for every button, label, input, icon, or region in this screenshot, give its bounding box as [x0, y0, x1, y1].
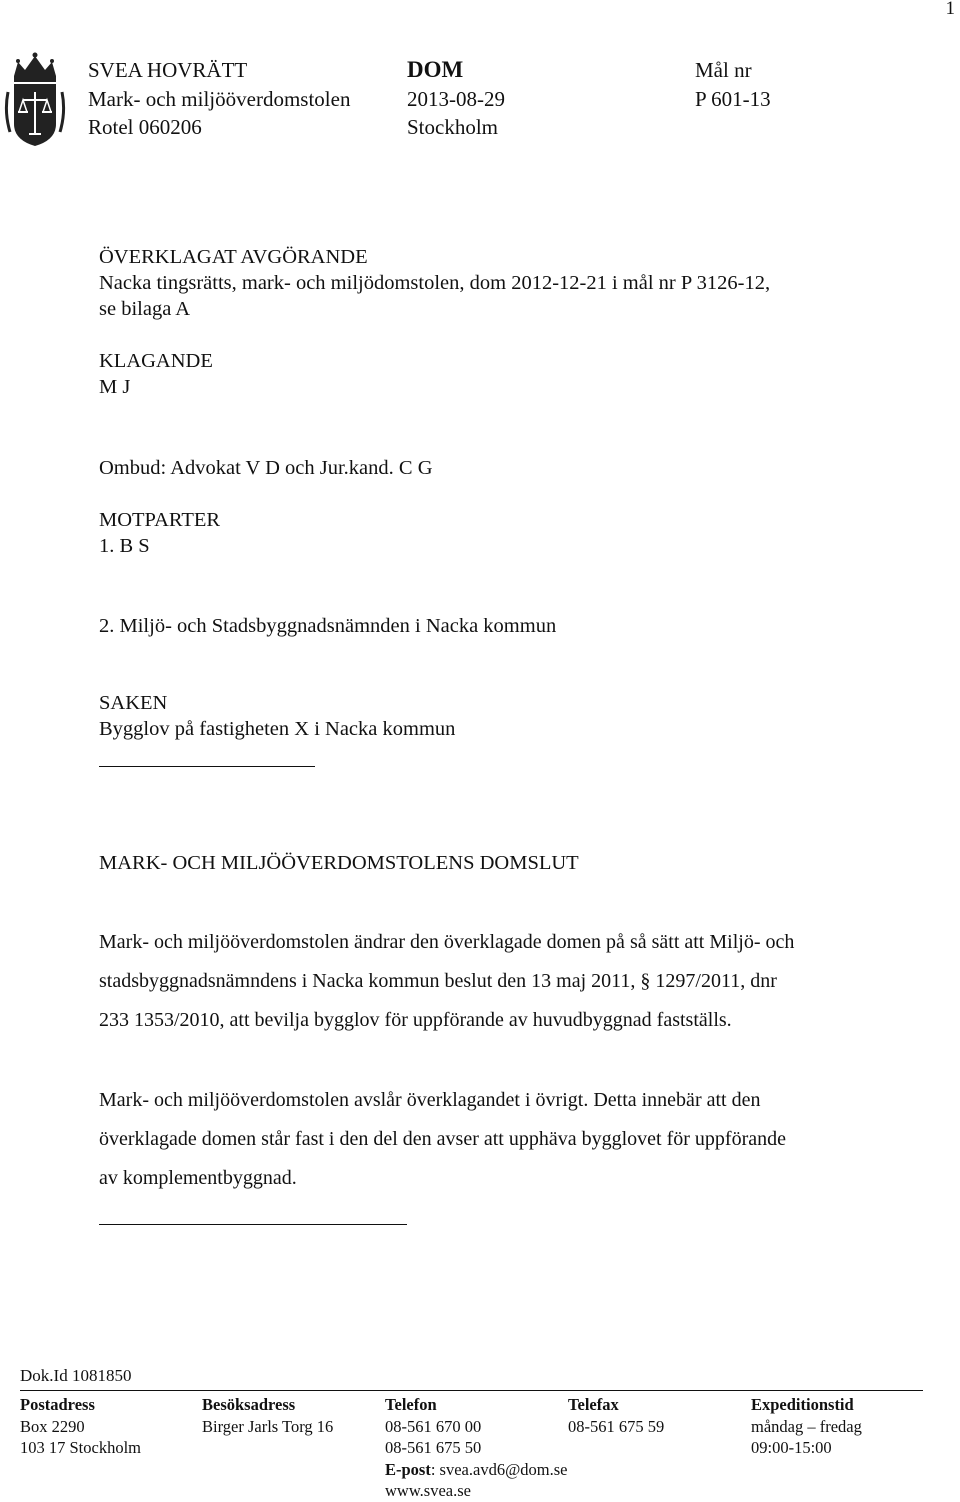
footer-divider — [20, 1390, 923, 1391]
footer-fax — [568, 1394, 664, 1437]
appellant-section — [99, 348, 213, 400]
matter-section — [99, 690, 455, 742]
appellant-name: M J — [99, 376, 131, 398]
court-name: SVEA HOVRÄTT — [88, 58, 248, 82]
page-number: 1 — [945, 0, 955, 19]
appellant-counsel: Ombud: Advokat V D och Jur.kand. C G — [99, 457, 433, 479]
ruling-paragraph-1 — [99, 923, 919, 1040]
visiting-line1: Birger Jarls Torg 16 — [202, 1416, 334, 1436]
ruling-heading: MARK- OCH MILJÖÖVERDOMSTOLENS DOMSLUT — [99, 852, 579, 874]
ruling-p2-line: Mark- och miljööverdomstolen avslår överklagandet i övrigt. Detta innebär att den — [99, 1089, 761, 1111]
phone-heading: Telefon — [385, 1395, 437, 1414]
footer-visiting — [202, 1394, 333, 1437]
ruling-p1-line: Mark- och miljööverdomstolen ändrar den överklagade domen på så sätt att Miljö- och — [99, 931, 795, 953]
document-header — [407, 56, 505, 142]
phone-line1: 08-561 670 00 — [385, 1416, 482, 1436]
section-divider — [99, 766, 315, 767]
case-label: Mål nr — [695, 58, 752, 82]
postal-line1: Box 2290 — [20, 1416, 85, 1436]
fax-heading: Telefax — [568, 1395, 619, 1414]
appealed-decision-section — [99, 244, 770, 322]
hours-line2: 09:00-15:00 — [751, 1438, 832, 1457]
matter-text: Bygglov på fastigheten X i Nacka kommun — [99, 718, 456, 740]
coat-of-arms-icon — [4, 52, 66, 148]
matter-heading: SAKEN — [99, 692, 168, 714]
appealed-decision-line2: se bilaga A — [99, 298, 191, 320]
court-division: Mark- och miljööverdomstolen — [88, 86, 351, 111]
footer-postal — [20, 1394, 141, 1459]
document-type: DOM — [407, 57, 464, 82]
phone-line2: 08-561 675 50 — [385, 1438, 482, 1457]
ruling-p2-line: av komplementbyggnad. — [99, 1167, 297, 1189]
appellant-heading: KLAGANDE — [99, 350, 213, 372]
footer-phone — [385, 1394, 567, 1502]
footer-hours — [751, 1394, 862, 1459]
hours-heading: Expeditionstid — [751, 1395, 854, 1414]
court-unit: Rotel 060206 — [88, 115, 202, 139]
case-number: P 601-13 — [695, 86, 771, 111]
respondents-heading: MOTPARTER — [99, 509, 221, 531]
email-label: E-post — [385, 1459, 431, 1479]
ruling-p1-line: stadsbyggnadsnämndens i Nacka kommun beslut den 13 maj 2011, § 1297/2011, dnr — [99, 970, 777, 992]
hours-line1: måndag – fredag — [751, 1416, 862, 1436]
respondents-section — [99, 507, 220, 559]
case-header — [695, 56, 771, 113]
appealed-decision-line1: Nacka tingsrätts, mark- och miljödomstolen, dom 2012-12-21 i mål nr P 3126-12, — [99, 272, 771, 294]
ruling-paragraph-2 — [99, 1081, 919, 1198]
document-place: Stockholm — [407, 115, 499, 139]
email-row — [385, 1459, 567, 1481]
appealed-decision-heading: ÖVERKLAGAT AVGÖRANDE — [99, 246, 368, 268]
document-date: 2013-08-29 — [407, 86, 505, 111]
email-link[interactable]: : svea.avd6@dom.se — [430, 1459, 568, 1479]
visiting-heading: Besöksadress — [202, 1395, 296, 1414]
ruling-p2-line: överklagade domen står fast i den del den avser att upphäva bygglovet för uppförande — [99, 1128, 786, 1150]
respondent-2: 2. Miljö- och Stadsbyggnadsnämnden i Nacka kommun — [99, 615, 557, 637]
website-link[interactable]: www.svea.se — [385, 1481, 471, 1500]
ruling-end-divider — [99, 1224, 407, 1225]
postal-heading: Postadress — [20, 1395, 95, 1414]
court-header — [88, 56, 350, 142]
ruling-p1-line: 233 1353/2010, att bevilja bygglov för uppförande av huvudbyggnad fastställs. — [99, 1009, 732, 1031]
document-id: Dok.Id 1081850 — [20, 1366, 132, 1385]
postal-line2: 103 17 Stockholm — [20, 1438, 142, 1457]
fax-line1: 08-561 675 59 — [568, 1416, 665, 1436]
respondent-1: 1. B S — [99, 535, 150, 557]
